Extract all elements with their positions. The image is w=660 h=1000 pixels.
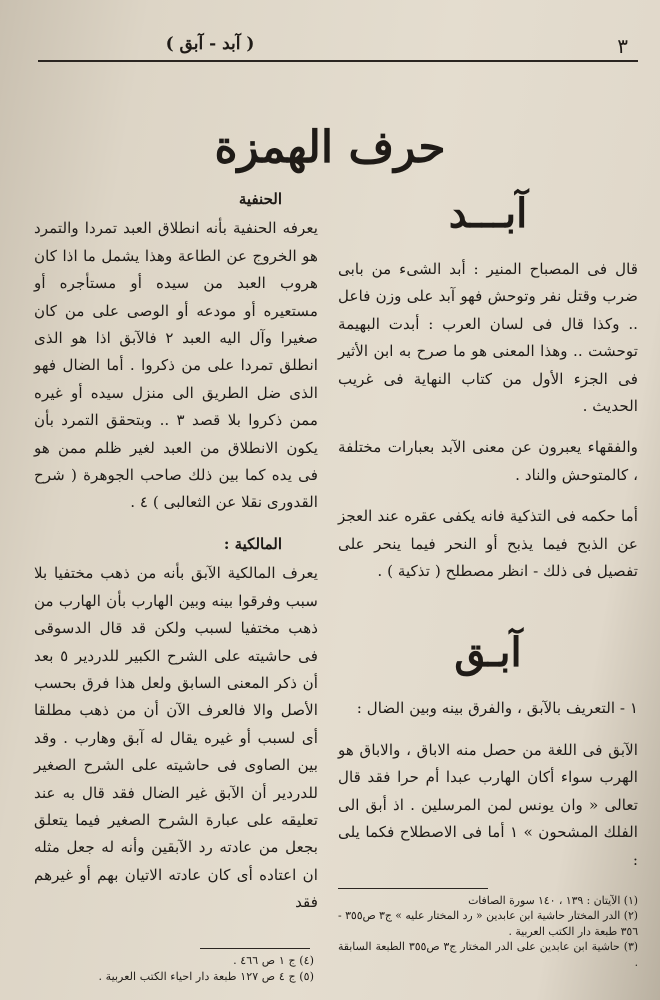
left-column (34, 186, 318, 931)
footnote-3: (٣) حاشية ابن عابدين على الدر المختار ج٣ ص٣٥٥ الطبعة السابقة . (338, 940, 638, 969)
definition-section-heading: ١ - التعريف بالآبق ، والفرق بينه وبين الضال : (356, 699, 638, 718)
chapter-title: حرف الهمزة (214, 122, 446, 173)
hanafi-paragraph: يعرفه الحنفية بأنه انطلاق العبد تمردا والتمرد هو الخروج عن الطاعة وهذا يشمل ما اذا كان هروب العبد من سيده أو مستأجره أو مستعيره أو مودعه أو الوصى على من كان صغيرا وآل اليه العبد ٢ فالآبق اذا هو الذى انطلق تمردا على من ذكروا . أما الضال فهو الذى ضل الطريق الى منزل سيده أو غيره ممن ذكروا بلا قصد ٣ .. وبتحقق التمرد بأن يكون الانطلاق من العبد لغير ظلم ممن هو فى يده كما بين ذلك صاحب الجوهرة ( شرح القدورى نقلا عن الثعالبى ) ٤ . (34, 219, 319, 512)
footnote-4: (٤) ج ١ ص ٤٦٦ . (233, 954, 314, 967)
abid-paragraph-1: قال فى المصباح المنير : أبد الشىء من بابى ضرب وقتل نفر وتوحش فهو آبد على وزن فاعل .. وكذا قال فى لسان العرب : أبدت البهيمة توحشت .. وهذا المعنى هو ما صرح به ابن الأثير فى الجزء الأول من كتاب النهاية فى غريب الحديث . (338, 260, 638, 416)
abiq-paragraph: الآبق فى اللغة من حصل منه الاباق ، والاباق هو الهرب سواء أكان الهارب عبدا أم حرا فقد قال تعالى « وان يونس لمن المرسلين . اذ أبق الى الفلك المشحون » ١ أما فى الاصطلاح فكما يلى : (338, 740, 638, 869)
footnote-5: (٥) ج ٤ ص ١٢٧ طبعة دار احياء الكتب العربية . (98, 970, 314, 983)
abid-paragraph-3: أما حكمه فى التذكية فانه يكفى عقره عند العجز عن الذبح فيما يذبح أو النحر فيما ينحر على تفصيل فى ذلك - انظر مصطلح ( تذكية ) . (338, 507, 638, 581)
maliki-paragraph: يعرف المالكية الآبق بأنه من ذهب مختفيا بلا سبب وفرقوا بينه وبين الهارب بأن الهارب من ذهب مختفيا لسبب ولكن قد قال الدسوقى فى حاشيته على الشرح الكبير للدردير ٥ بعد أن ذكر المعنى السابق ولعل هذا فرق بحسب الأصل والا فالعرف الآن أن من ذهب مطلقا أى لسبب أو غيره يقال له آبق وهارب . وقد بين الصاوى فى حاشيته على الشرح الصغير للدردير أن الآبق غير الضال فقد قال به عند تعليقه على عبارة الشرح الصغير فيما يتعلق بجعل من عادته رد الآبقين وأنه له جعل مثله ان اعتاده أى كان عادته الاتيان بهم أو غيرهم فقد (34, 564, 319, 912)
abid-paragraph-2: والفقهاء يعبرون عن معنى الآبد بعبارات مختلفة ، كالمتوحش والناد . (338, 438, 638, 484)
left-footnote-rule (200, 948, 310, 949)
page-number: ٣ (617, 34, 628, 58)
hanafi-heading: الحنفية (238, 190, 282, 208)
left-footnotes (34, 953, 314, 985)
running-head: ( آبد - آبق ) (165, 34, 255, 54)
right-column (338, 186, 638, 970)
maliki-heading: المالكية : (223, 534, 282, 553)
footnote-rule (338, 888, 488, 889)
header-rule (38, 60, 638, 62)
entry-title-abiq: آبـق (454, 629, 522, 677)
entry-title-abid: آبـــد (448, 190, 528, 237)
footnote-1: (١) الآيتان : ١٣٩ ، ١٤٠ سورة الصافات (468, 893, 638, 907)
footnote-2: (٢) الدر المختار حاشية ابن عابدين « رد المختار عليه » ج٣ ص٣٥٥ - ٣٥٦ طبعة دار الكتب العربية . (338, 909, 638, 938)
right-footnotes (338, 893, 638, 971)
